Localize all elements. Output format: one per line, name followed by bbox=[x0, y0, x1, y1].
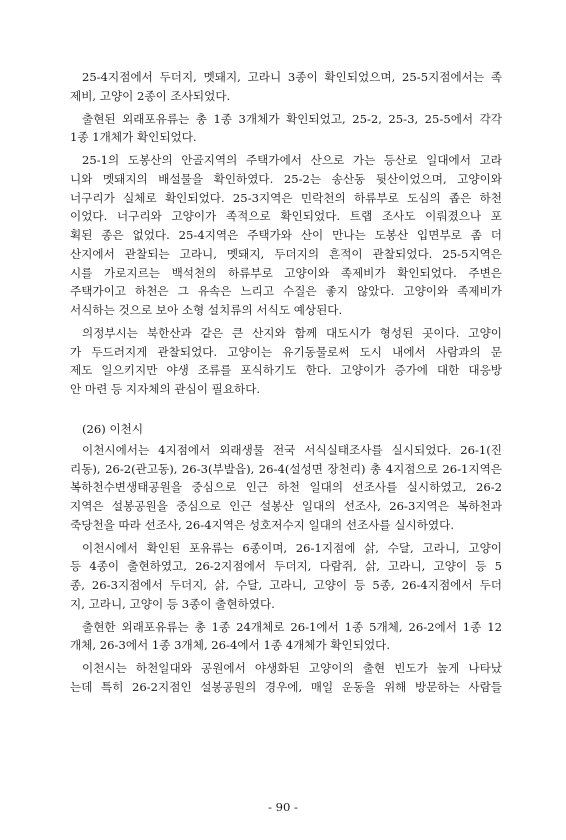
text-line: 리동), 26-2(관고동), 26-3(부발읍), 26-4(설성면 장천리) 총 4지점으로 26-1지역은 bbox=[70, 461, 502, 476]
text-line: 산지에서 관찰되는 고라니, 멧돼지, 두더지의 흔적이 관찰되었다. 25-5지역은 bbox=[70, 246, 502, 261]
text-line: 이천시는 하천일대와 공원에서 야생화된 고양이의 출현 빈도가 높게 나타났 bbox=[82, 661, 502, 675]
text-line: 이천시에서는 4지점에서 외래생물 전국 서식실태조사를 실시되었다. 26-1(진 bbox=[82, 442, 502, 457]
text-line: 종, 26-3지점에서 두더지, 삵, 수달, 고라니, 고양이 등 5종, 26-4지점에서 두더 bbox=[70, 578, 502, 592]
text-line: 이었다. 너구리와 고양이가 족적으로 확인되었다. 트랩 조사도 이뤄졌으나 포 bbox=[70, 209, 502, 224]
text-line: 25-4지점에서 두더지, 멧돼지, 고라니 3종이 확인되었으며, 25-5지점에서는 족 bbox=[82, 70, 502, 84]
text-line: 25-1의 도봉산의 안골지역의 주택가에서 산으로 가는 등산로 일대에서 고라 bbox=[82, 153, 502, 167]
text-line: 제비, 고양이 2종이 조사되었다. bbox=[70, 88, 231, 103]
text-line: 서식하는 것으로 보아 소형 설치류의 서식도 예상된다. bbox=[70, 303, 343, 317]
paragraph bbox=[70, 110, 502, 148]
text-line: 획된 종은 없었다. 25-4지역은 주택가와 산이 만나는 도봉산 입면부로 좀 더 bbox=[70, 228, 502, 242]
body-text bbox=[70, 68, 502, 697]
text-line: 제도 일으키지만 야생 조류를 포식하기도 한다. 고양이가 증가에 대한 대응방 bbox=[70, 363, 502, 378]
text-line: 너구리가 실체로 확인되었다. 25-3지역은 민락천의 하류부로 도심의 좁은 하천 bbox=[70, 190, 502, 205]
paragraph bbox=[70, 68, 502, 106]
text-line: 개체, 26-3에서 1종 3개체, 26-4에서 1종 4개체가 확인되었다. bbox=[70, 638, 391, 653]
text-line: 등 4종이 출현하였고, 26-2지점에서 두더지, 다람쥐, 삵, 고라니, 고양이 등 5 bbox=[70, 559, 502, 574]
paragraph bbox=[70, 539, 502, 614]
text-line: 는데 특히 26-2지점인 설봉공원의 경우에, 매일 운동을 위해 방문하는 사람들 bbox=[70, 679, 502, 694]
paragraph bbox=[70, 618, 502, 656]
page-number: - 90 - bbox=[268, 800, 298, 814]
text-line: 출현한 외래포유류는 총 1종 24개체로 26-1에서 1종 5개체, 26-2에서 1종 12 bbox=[82, 619, 502, 634]
section-heading: (26) 이천시 bbox=[82, 421, 144, 436]
text-line: 지역은 설봉공원을 중심으로 인근 설봉산 일대의 선조사, 26-3지역은 복하천과 bbox=[70, 499, 502, 513]
paragraph bbox=[70, 324, 502, 399]
text-line: 죽당천을 따라 선조사, 26-4지역은 성호저수지 일대의 선조사를 실시하였다. bbox=[70, 517, 455, 532]
paragraph bbox=[70, 151, 502, 320]
text-line: 지, 고라니, 고양이 등 3종이 출현하였다. bbox=[70, 596, 275, 611]
text-line: 출현된 외래포유류는 총 1종 3개체가 확인되었고, 25-2, 25-3, 25-5에서 각각 bbox=[82, 111, 502, 126]
text-line: 의정부시는 북한산과 같은 큰 산지와 함께 대도시가 형성된 곳이다. 고양이 bbox=[82, 325, 502, 340]
paragraph bbox=[70, 659, 502, 697]
text-line: 가 두드러지게 관찰되었다. 고양이는 유기동물로써 도시 내에서 사람과의 문 bbox=[70, 344, 502, 359]
section-spacer bbox=[70, 399, 502, 417]
text-line: 1종 1개체가 확인되었다. bbox=[70, 130, 197, 145]
paragraph-group-top bbox=[70, 68, 502, 399]
text-line: 시를 가로지르는 백석천의 하류부로 고양이와 족제비가 확인되었다. 주변은 bbox=[70, 265, 502, 280]
text-line: 안 마련 등 지자체의 관심이 필요하다. bbox=[70, 382, 261, 396]
text-line: 니와 멧돼지의 배설물을 확인하였다. 25-2는 송산동 뒷산이었으며, 고양이와 bbox=[70, 171, 502, 186]
paragraph bbox=[70, 441, 502, 535]
text-line: 주택가이고 하천은 그 유속은 느리고 수질은 좋지 않았다. 고양이와 족제비가 bbox=[70, 284, 502, 299]
text-line: 복하천수변생태공원을 중심으로 인근 하천 일대의 선조사를 실시하였고, 26-2 bbox=[70, 480, 502, 495]
paragraph-group-bottom bbox=[70, 441, 502, 697]
text-line: 이천시에서 확인된 포유류는 6종이며, 26-1지점에 삵, 수달, 고라니, 고양이 bbox=[82, 540, 502, 555]
